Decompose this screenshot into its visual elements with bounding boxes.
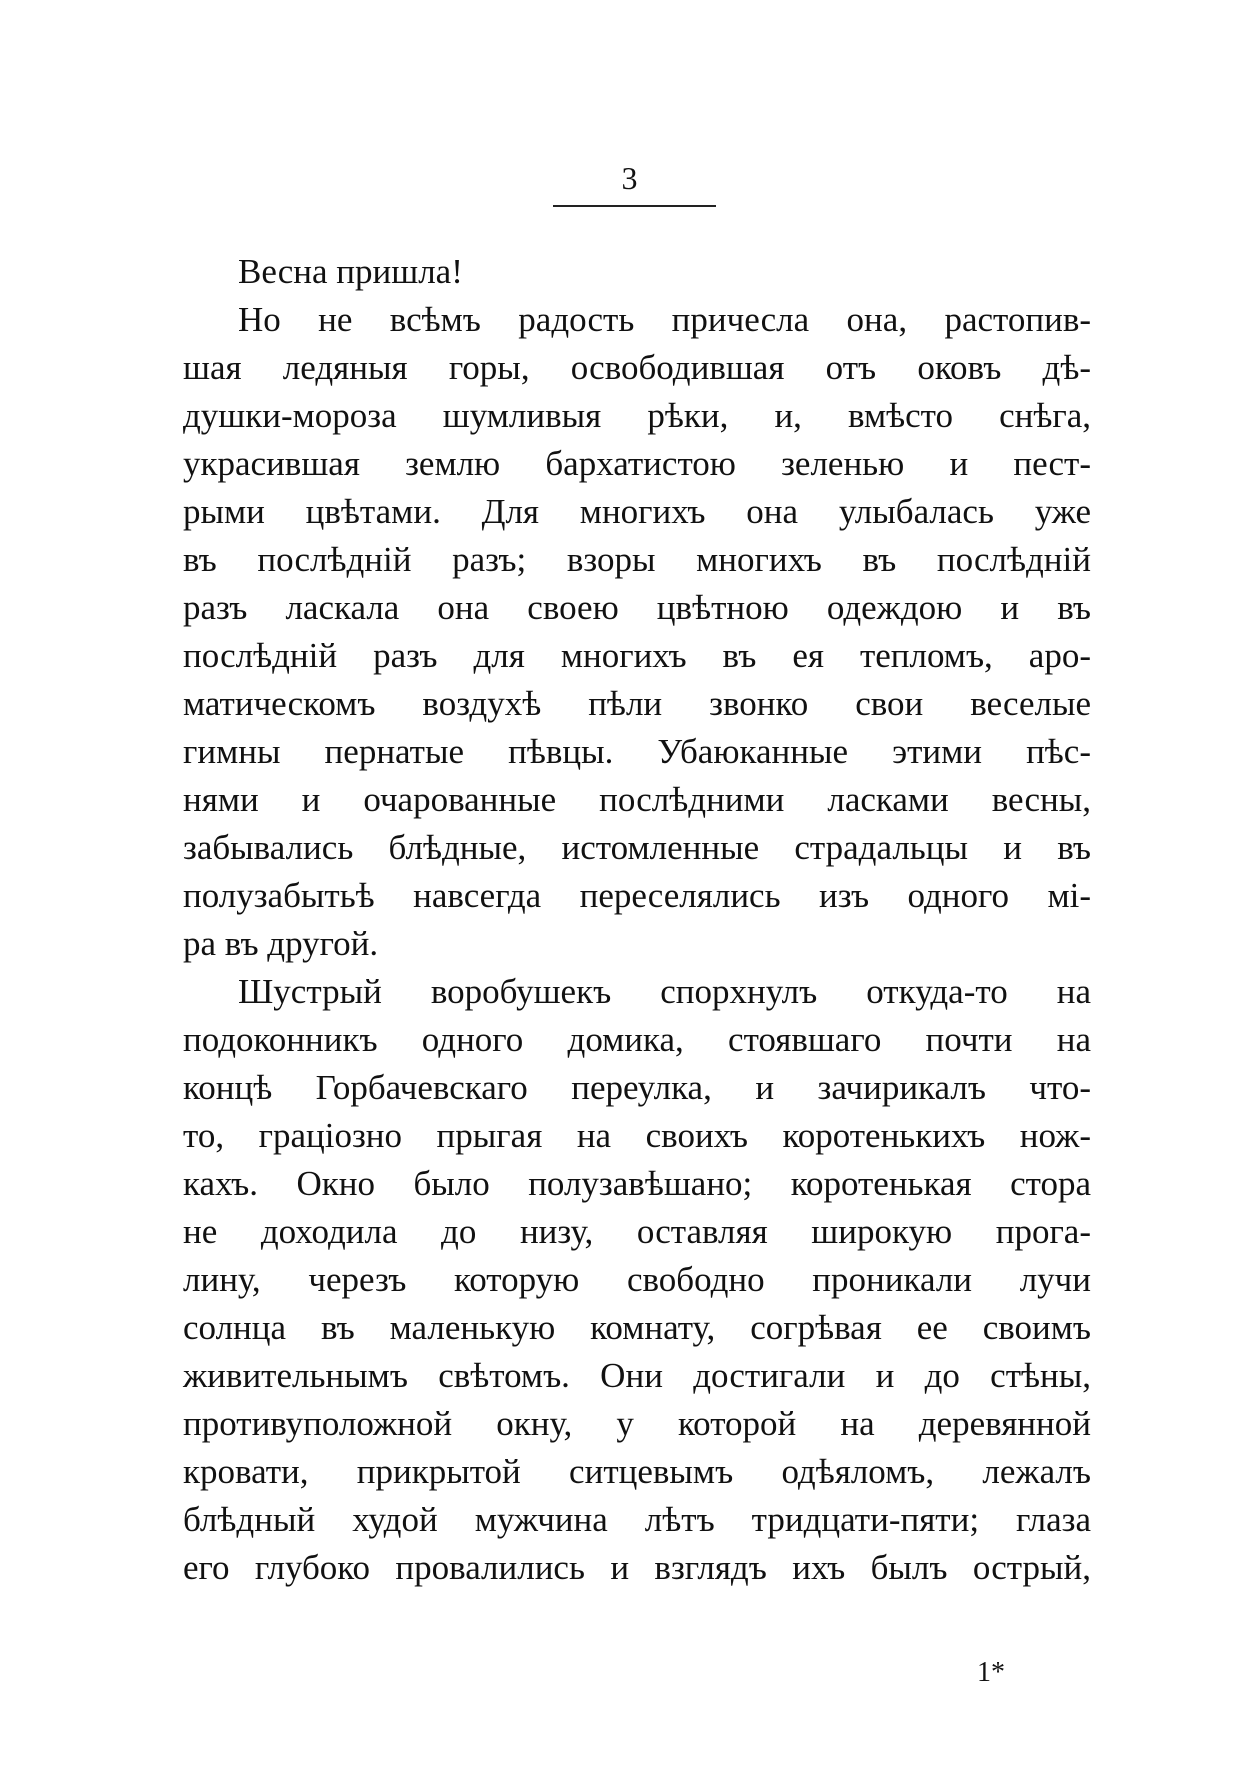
text-line: Весна пришла! <box>238 252 463 291</box>
text-line: Шустрый воробушекъ спорхнулъ откуда-то на <box>238 972 1091 1011</box>
text-line: кровати, прикрытой ситцевымъ одѣяломъ, лежалъ <box>183 1452 1091 1491</box>
text-line: шая ледяныя горы, освободившая отъ оковъ дѣ- <box>183 348 1091 387</box>
text-line: кахъ. Окно было полузавѣшано; коротенькая стора <box>183 1164 1091 1203</box>
text-line: то, граціозно прыгая на своихъ коротенькихъ нож- <box>183 1116 1091 1155</box>
page-number: 3 <box>621 160 638 196</box>
page-number-rule <box>553 205 716 207</box>
text-line: разъ ласкала она своею цвѣтною одеждою и въ <box>183 588 1091 627</box>
text-line: ра въ другой. <box>183 924 379 963</box>
paragraph <box>183 248 1091 296</box>
paragraph <box>183 296 1091 968</box>
text-line: забывались блѣдные, истомленные страдальцы и въ <box>183 828 1091 867</box>
text-line: лину, черезъ которую свободно проникали лучи <box>183 1260 1091 1299</box>
text-line: гимны пернатые пѣвцы. Убаюканные этими пѣс- <box>183 732 1091 771</box>
body-text <box>183 248 1091 1592</box>
text-line: концѣ Горбачевскаго переулка, и зачирикалъ что- <box>183 1068 1091 1107</box>
text-line: подоконникъ одного домика, стоявшаго почти на <box>183 1020 1091 1059</box>
text-line: въ послѣдній разъ; взоры многихъ въ послѣдній <box>183 540 1091 579</box>
text-line: противуположной окну, у которой на деревянной <box>183 1404 1091 1443</box>
text-line: нями и очарованные послѣдними ласками весны, <box>183 780 1091 819</box>
text-line: блѣдный худой мужчина лѣтъ тридцати-пяти; глаза <box>183 1500 1091 1539</box>
paragraph <box>183 968 1091 1592</box>
text-line: послѣдній разъ для многихъ въ ея тепломъ, аро- <box>183 636 1091 675</box>
text-line: живительнымъ свѣтомъ. Они достигали и до стѣны, <box>183 1356 1091 1395</box>
text-line: Но не всѣмъ радость причесла она, растопив- <box>238 300 1091 339</box>
printer-signature: 1* <box>977 1657 1005 1688</box>
text-line: солнца въ маленькую комнату, согрѣвая ее своимъ <box>183 1308 1091 1347</box>
text-line: его глубоко провалились и взглядъ ихъ былъ острый, <box>183 1548 1091 1587</box>
text-line: душки-мороза шумливыя рѣки, и, вмѣсто снѣга, <box>183 396 1091 435</box>
text-line: не доходила до низу, оставляя широкую прога- <box>183 1212 1091 1251</box>
text-line: рыми цвѣтами. Для многихъ она улыбалась уже <box>183 492 1091 531</box>
text-line: полузабытьѣ навсегда переселялись изъ одного мі- <box>183 876 1091 915</box>
text-line: матическомъ воздухѣ пѣли звонко свои веселые <box>183 684 1091 723</box>
text-line: украсившая землю бархатистою зеленью и пест- <box>183 444 1091 483</box>
